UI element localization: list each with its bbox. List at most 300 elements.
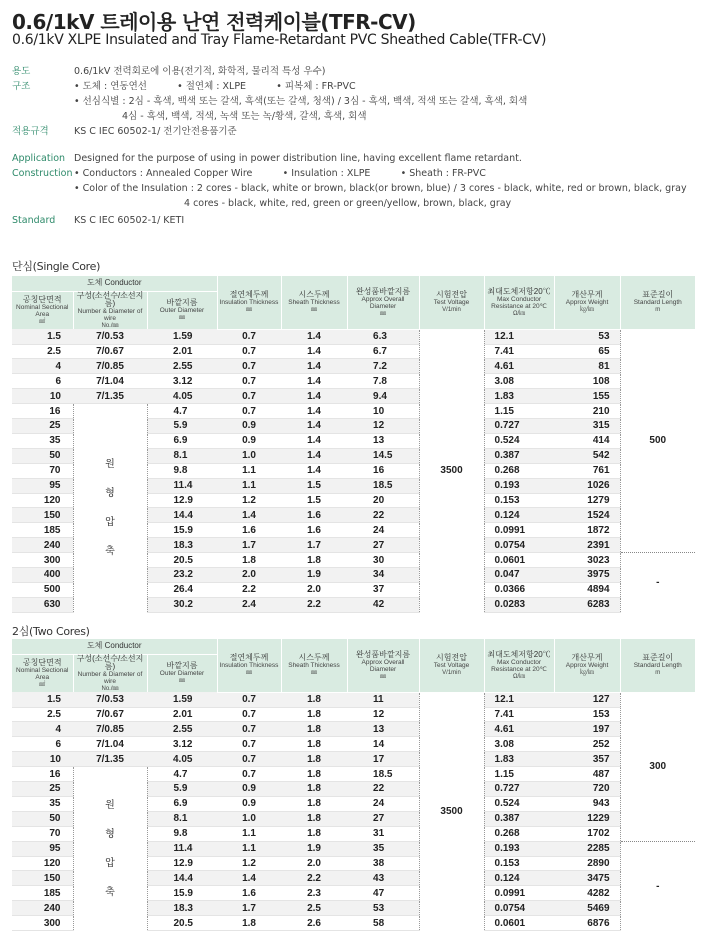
cell-resistance: 0.727 [484, 419, 554, 434]
cell-area: 1.5 [12, 692, 73, 707]
spec-value: • 도체 : 연동연선 • 절연체 : XLPE • 피복체 : FR-PVC [74, 81, 356, 92]
header-length: 표준길이 Standard Length m [620, 276, 695, 329]
cell-area: 50 [12, 811, 73, 826]
cell-weight: 197 [554, 722, 620, 737]
cell-area: 1.5 [12, 329, 73, 344]
cell-weight: 210 [554, 404, 620, 419]
cell-sheath: 2.0 [281, 582, 347, 597]
cell-area: 95 [12, 478, 73, 493]
cell-insulation: 0.9 [217, 433, 281, 448]
cell-area: 120 [12, 856, 73, 871]
cell-wire: 7/1.35 [73, 389, 147, 404]
header-insulation: 절연체두께 Insulation Thickness ㎜ [217, 639, 281, 692]
cell-insulation: 1.0 [217, 448, 281, 463]
cell-resistance: 0.0366 [484, 582, 554, 597]
cell-outer-diameter: 1.59 [147, 692, 217, 707]
cell-weight: 1229 [554, 811, 620, 826]
cell-overall-diameter: 47 [347, 886, 419, 901]
cell-resistance: 0.268 [484, 826, 554, 841]
cell-resistance: 1.83 [484, 752, 554, 767]
cell-overall-diameter: 27 [347, 538, 419, 553]
cell-outer-diameter: 30.2 [147, 597, 217, 612]
cell-outer-diameter: 14.4 [147, 508, 217, 523]
page-subtitle: 0.6/1kV XLPE Insulated and Tray Flame-Retardant PVC Sheathed Cable(TFR-CV) [12, 32, 547, 48]
cell-weight: 1872 [554, 523, 620, 538]
cell-overall-diameter: 22 [347, 508, 419, 523]
cell-area: 6 [12, 374, 73, 389]
table-row [12, 344, 695, 359]
cell-weight: 3023 [554, 553, 620, 568]
cell-insulation: 0.7 [217, 767, 281, 782]
cell-weight: 108 [554, 374, 620, 389]
table-row [12, 692, 695, 707]
cell-sheath: 1.6 [281, 508, 347, 523]
spec-value: 4 cores - black, white, red, green or green/yellow, brown, black, gray [184, 198, 512, 209]
header-area: 공칭단면적 Nominal Sectional Area ㎟ [12, 291, 73, 329]
cell-sheath: 1.8 [281, 722, 347, 737]
cell-resistance: 0.0991 [484, 886, 554, 901]
header-conductor: 도체 Conductor [12, 639, 217, 654]
cell-area: 35 [12, 796, 73, 811]
cell-sheath: 1.8 [281, 553, 347, 568]
cell-sheath: 2.6 [281, 916, 347, 931]
cell-overall-diameter: 9.4 [347, 389, 419, 404]
cell-overall-diameter: 20 [347, 493, 419, 508]
cell-resistance: 7.41 [484, 344, 554, 359]
cell-outer-diameter: 12.9 [147, 856, 217, 871]
cell-insulation: 0.7 [217, 752, 281, 767]
compressed-char: 축 [105, 546, 115, 558]
cell-area: 240 [12, 538, 73, 553]
table-row [12, 722, 695, 737]
spec-table-two-cores [12, 639, 695, 931]
cell-overall-diameter: 14.5 [347, 448, 419, 463]
header-wire: 구성(소선수/소선지름) Number & Diameter of wire No./㎜ [73, 654, 147, 692]
cell-wire: 7/0.53 [73, 329, 147, 344]
cell-sheath: 1.8 [281, 737, 347, 752]
cell-weight: 1524 [554, 508, 620, 523]
cell-area: 300 [12, 916, 73, 931]
cell-outer-diameter: 4.7 [147, 767, 217, 782]
cell-insulation: 1.1 [217, 826, 281, 841]
cell-weight: 542 [554, 448, 620, 463]
header-outer-diameter: 바깥지름 Outer Diameter ㎜ [147, 654, 217, 692]
cell-sheath: 1.4 [281, 419, 347, 434]
cell-wire: 7/0.67 [73, 344, 147, 359]
cell-resistance: 1.15 [484, 404, 554, 419]
cell-sheath: 1.7 [281, 538, 347, 553]
cell-area: 150 [12, 508, 73, 523]
cell-resistance: 0.0991 [484, 523, 554, 538]
table-row [12, 752, 695, 767]
cell-area: 500 [12, 582, 73, 597]
cell-insulation: 1.2 [217, 493, 281, 508]
cell-overall-diameter: 22 [347, 782, 419, 797]
header-conductor: 도체 Conductor [12, 276, 217, 291]
cell-overall-diameter: 13 [347, 433, 419, 448]
cell-resistance: 0.0754 [484, 901, 554, 916]
cell-area: 35 [12, 433, 73, 448]
compressed-char: 압 [105, 857, 115, 869]
cell-insulation: 0.7 [217, 737, 281, 752]
cell-area: 6 [12, 737, 73, 752]
cell-weight: 155 [554, 389, 620, 404]
cell-overall-diameter: 24 [347, 523, 419, 538]
cell-wire: 7/1.04 [73, 374, 147, 389]
cell-wire: 7/1.04 [73, 737, 147, 752]
cell-area: 25 [12, 782, 73, 797]
cell-resistance: 0.193 [484, 478, 554, 493]
table-row [12, 404, 695, 419]
cell-resistance: 7.41 [484, 707, 554, 722]
spec-label: 구조 [12, 81, 31, 92]
cell-insulation: 1.0 [217, 811, 281, 826]
cell-outer-diameter: 4.7 [147, 404, 217, 419]
cell-insulation: 1.6 [217, 886, 281, 901]
spec-label: 용도 [12, 66, 31, 77]
cell-weight: 4282 [554, 886, 620, 901]
cell-overall-diameter: 24 [347, 796, 419, 811]
cell-outer-diameter: 11.4 [147, 841, 217, 856]
cell-weight: 65 [554, 344, 620, 359]
cell-sheath: 1.5 [281, 478, 347, 493]
cell-outer-diameter: 18.3 [147, 901, 217, 916]
cell-weight: 487 [554, 767, 620, 782]
cell-resistance: 1.83 [484, 389, 554, 404]
cell-overall-diameter: 53 [347, 901, 419, 916]
cell-sheath: 1.8 [281, 752, 347, 767]
cell-weight: 2285 [554, 841, 620, 856]
cell-outer-diameter: 18.3 [147, 538, 217, 553]
cell-insulation: 1.1 [217, 478, 281, 493]
spec-value: • 선심식별 : 2심 - 흑색, 백색 또는 갈색, 흑색(또는 갈색, 청색) / 3심 - 흑색, 백색, 적색 또는 갈색, 흑색, 회색 [74, 96, 528, 107]
cell-resistance: 0.387 [484, 811, 554, 826]
cell-sheath: 1.9 [281, 567, 347, 582]
cell-resistance: 0.153 [484, 856, 554, 871]
cell-resistance: 0.124 [484, 508, 554, 523]
spec-label: 적용규격 [12, 126, 49, 137]
cell-sheath: 1.8 [281, 782, 347, 797]
spec-korean [12, 64, 527, 139]
cell-resistance: 12.1 [484, 329, 554, 344]
spec-label: Application [12, 153, 66, 164]
cell-wire: 7/0.53 [73, 692, 147, 707]
cell-area: 150 [12, 871, 73, 886]
cell-weight: 5469 [554, 901, 620, 916]
table-row [12, 767, 695, 782]
cell-insulation: 0.7 [217, 374, 281, 389]
cell-insulation: 2.4 [217, 597, 281, 612]
cell-test-voltage: 3500 [419, 329, 484, 612]
cell-resistance: 0.193 [484, 841, 554, 856]
spec-value: KS C IEC 60502-1/ KETI [74, 215, 185, 226]
table-row [12, 737, 695, 752]
table-row [12, 359, 695, 374]
cell-outer-diameter: 4.05 [147, 752, 217, 767]
table-row [12, 707, 695, 722]
cell-outer-diameter: 4.05 [147, 389, 217, 404]
cell-sheath: 1.4 [281, 329, 347, 344]
cell-area: 4 [12, 722, 73, 737]
cell-outer-diameter: 8.1 [147, 448, 217, 463]
cell-area: 10 [12, 752, 73, 767]
header-test-voltage: 시험전압 Test Voltage V/1min [419, 639, 484, 692]
cell-wire: 7/0.85 [73, 722, 147, 737]
cell-insulation: 1.2 [217, 856, 281, 871]
cell-sheath: 2.0 [281, 856, 347, 871]
cell-insulation: 1.6 [217, 523, 281, 538]
cell-overall-diameter: 18.5 [347, 478, 419, 493]
cell-weight: 2890 [554, 856, 620, 871]
cell-insulation: 1.4 [217, 871, 281, 886]
spec-value: KS C IEC 60502-1/ 전기안전용품기준 [74, 126, 237, 137]
cell-area: 4 [12, 359, 73, 374]
cell-area: 70 [12, 463, 73, 478]
header-resistance: 최대도체저항20℃ Max Conductor Resistance at 20℃ Ω/㎞ [484, 276, 554, 329]
cell-area: 120 [12, 493, 73, 508]
cell-insulation: 2.0 [217, 567, 281, 582]
cell-resistance: 0.124 [484, 871, 554, 886]
cell-weight: 357 [554, 752, 620, 767]
cell-compressed [73, 767, 147, 931]
cell-resistance: 0.524 [484, 433, 554, 448]
cell-sheath: 1.4 [281, 404, 347, 419]
cell-insulation: 0.7 [217, 722, 281, 737]
header-overall-diameter: 완성품바깥지름 Approx Overall Diameter ㎜ [347, 276, 419, 329]
cell-length: - [620, 553, 695, 613]
cell-weight: 414 [554, 433, 620, 448]
cell-insulation: 0.9 [217, 419, 281, 434]
cell-weight: 1026 [554, 478, 620, 493]
header-outer-diameter: 바깥지름 Outer Diameter ㎜ [147, 291, 217, 329]
spec-value: 4심 - 흑색, 백색, 적색, 녹색 또는 녹/황색, 갈색, 흑색, 회색 [122, 111, 367, 122]
table-row [12, 374, 695, 389]
cell-area: 240 [12, 901, 73, 916]
cell-area: 2.5 [12, 344, 73, 359]
cell-outer-diameter: 20.5 [147, 553, 217, 568]
cell-weight: 53 [554, 329, 620, 344]
cell-insulation: 0.9 [217, 796, 281, 811]
header-weight: 개산무게 Approx Weight ㎏/㎞ [554, 276, 620, 329]
cell-area: 185 [12, 886, 73, 901]
cell-resistance: 0.0754 [484, 538, 554, 553]
cell-outer-diameter: 6.9 [147, 433, 217, 448]
cell-outer-diameter: 2.55 [147, 722, 217, 737]
cell-resistance: 0.268 [484, 463, 554, 478]
cell-overall-diameter: 58 [347, 916, 419, 931]
header-resistance: 최대도체저항20℃ Max Conductor Resistance at 20℃ Ω/㎞ [484, 639, 554, 692]
cell-overall-diameter: 18.5 [347, 767, 419, 782]
cell-overall-diameter: 12 [347, 707, 419, 722]
cell-outer-diameter: 15.9 [147, 523, 217, 538]
cell-outer-diameter: 26.4 [147, 582, 217, 597]
cell-outer-diameter: 3.12 [147, 374, 217, 389]
cell-overall-diameter: 30 [347, 553, 419, 568]
spec-label: Construction [12, 168, 73, 179]
cell-area: 95 [12, 841, 73, 856]
cell-overall-diameter: 11 [347, 692, 419, 707]
header-test-voltage: 시험전압 Test Voltage V/1min [419, 276, 484, 329]
cell-sheath: 1.4 [281, 389, 347, 404]
cell-outer-diameter: 2.01 [147, 344, 217, 359]
cell-insulation: 1.4 [217, 508, 281, 523]
header-area: 공칭단면적 Nominal Sectional Area ㎟ [12, 654, 73, 692]
spec-value: Designed for the purpose of using in power distribution line, having excellent flame retardant. [74, 153, 522, 164]
cell-wire: 7/0.67 [73, 707, 147, 722]
cell-weight: 6876 [554, 916, 620, 931]
cell-resistance: 0.524 [484, 796, 554, 811]
cell-resistance: 0.387 [484, 448, 554, 463]
cell-area: 185 [12, 523, 73, 538]
cell-insulation: 1.8 [217, 553, 281, 568]
header-overall-diameter: 완성품바깥지름 Approx Overall Diameter ㎜ [347, 639, 419, 692]
cell-resistance: 12.1 [484, 692, 554, 707]
cell-resistance: 3.08 [484, 737, 554, 752]
cell-insulation: 0.7 [217, 359, 281, 374]
cell-weight: 720 [554, 782, 620, 797]
section-title-single: 단심(Single Core) [12, 260, 101, 273]
compressed-char: 형 [105, 828, 115, 840]
cell-resistance: 0.0283 [484, 597, 554, 612]
header-sheath: 시스두께 Sheath Thickness ㎜ [281, 276, 347, 329]
cell-sheath: 1.4 [281, 374, 347, 389]
cell-test-voltage: 3500 [419, 692, 484, 930]
cell-resistance: 0.727 [484, 782, 554, 797]
cell-sheath: 1.8 [281, 811, 347, 826]
cell-outer-diameter: 14.4 [147, 871, 217, 886]
cell-area: 10 [12, 389, 73, 404]
cell-outer-diameter: 5.9 [147, 419, 217, 434]
cell-weight: 153 [554, 707, 620, 722]
cell-resistance: 0.0601 [484, 916, 554, 931]
cell-weight: 1279 [554, 493, 620, 508]
cell-outer-diameter: 6.9 [147, 796, 217, 811]
cell-outer-diameter: 9.8 [147, 826, 217, 841]
cell-area: 16 [12, 767, 73, 782]
cell-overall-diameter: 42 [347, 597, 419, 612]
cell-overall-diameter: 14 [347, 737, 419, 752]
cell-insulation: 1.1 [217, 841, 281, 856]
cell-insulation: 0.7 [217, 692, 281, 707]
cell-area: 50 [12, 448, 73, 463]
cell-sheath: 1.4 [281, 359, 347, 374]
compressed-char: 축 [105, 886, 115, 898]
cell-overall-diameter: 6.7 [347, 344, 419, 359]
cell-weight: 81 [554, 359, 620, 374]
cell-sheath: 1.6 [281, 523, 347, 538]
cell-sheath: 1.4 [281, 448, 347, 463]
cell-sheath: 1.8 [281, 692, 347, 707]
cell-overall-diameter: 6.3 [347, 329, 419, 344]
cell-sheath: 1.8 [281, 796, 347, 811]
page-title: 0.6/1kV 트레이용 난연 전력케이블(TFR-CV) [12, 10, 416, 34]
spec-value: 0.6/1kV 전력회로에 이용(전기적, 화학적, 물리적 특성 우수) [74, 66, 326, 77]
cell-outer-diameter: 20.5 [147, 916, 217, 931]
cell-resistance: 0.0601 [484, 553, 554, 568]
cell-outer-diameter: 8.1 [147, 811, 217, 826]
cell-wire: 7/1.35 [73, 752, 147, 767]
cell-insulation: 0.7 [217, 329, 281, 344]
cell-insulation: 0.7 [217, 389, 281, 404]
cell-length: - [620, 841, 695, 930]
cell-sheath: 1.8 [281, 707, 347, 722]
compressed-char: 형 [105, 488, 115, 500]
cell-insulation: 1.7 [217, 901, 281, 916]
compressed-char: 압 [105, 517, 115, 529]
cell-resistance: 4.61 [484, 359, 554, 374]
cell-weight: 761 [554, 463, 620, 478]
compressed-char: 원 [105, 799, 115, 811]
cell-insulation: 0.9 [217, 782, 281, 797]
cell-overall-diameter: 17 [347, 752, 419, 767]
cell-sheath: 1.5 [281, 493, 347, 508]
cell-outer-diameter: 3.12 [147, 737, 217, 752]
header-sheath: 시스두께 Sheath Thickness ㎜ [281, 639, 347, 692]
compressed-char: 원 [105, 459, 115, 471]
cell-overall-diameter: 7.2 [347, 359, 419, 374]
cell-outer-diameter: 15.9 [147, 886, 217, 901]
cell-overall-diameter: 35 [347, 841, 419, 856]
cell-sheath: 1.8 [281, 826, 347, 841]
cell-weight: 1702 [554, 826, 620, 841]
header-wire: 구성(소선수/소선지름) Number & Diameter of wire No./㎜ [73, 291, 147, 329]
spec-value: • Conductors : Annealed Copper Wire • Insulation : XLPE • Sheath : FR-PVC [74, 168, 486, 179]
cell-insulation: 0.7 [217, 404, 281, 419]
cell-outer-diameter: 1.59 [147, 329, 217, 344]
cell-sheath: 2.5 [281, 901, 347, 916]
cell-weight: 252 [554, 737, 620, 752]
cell-weight: 6283 [554, 597, 620, 612]
cell-resistance: 0.153 [484, 493, 554, 508]
cell-outer-diameter: 12.9 [147, 493, 217, 508]
cell-insulation: 1.8 [217, 916, 281, 931]
spec-label: Standard [12, 215, 56, 226]
cell-weight: 943 [554, 796, 620, 811]
cell-outer-diameter: 9.8 [147, 463, 217, 478]
cell-area: 300 [12, 553, 73, 568]
cell-compressed [73, 404, 147, 612]
cell-overall-diameter: 12 [347, 419, 419, 434]
cell-weight: 3475 [554, 871, 620, 886]
cell-insulation: 1.7 [217, 538, 281, 553]
header-insulation: 절연체두께 Insulation Thickness ㎜ [217, 276, 281, 329]
cell-sheath: 1.9 [281, 841, 347, 856]
cell-sheath: 1.4 [281, 344, 347, 359]
cell-insulation: 2.2 [217, 582, 281, 597]
cell-sheath: 2.2 [281, 597, 347, 612]
cell-sheath: 1.4 [281, 433, 347, 448]
cell-area: 16 [12, 404, 73, 419]
cell-sheath: 1.4 [281, 463, 347, 478]
cell-resistance: 1.15 [484, 767, 554, 782]
cell-resistance: 4.61 [484, 722, 554, 737]
cell-area: 400 [12, 567, 73, 582]
cell-sheath: 2.3 [281, 886, 347, 901]
cell-outer-diameter: 5.9 [147, 782, 217, 797]
cell-overall-diameter: 27 [347, 811, 419, 826]
table-row [12, 389, 695, 404]
cell-overall-diameter: 10 [347, 404, 419, 419]
cell-area: 2.5 [12, 707, 73, 722]
cell-area: 630 [12, 597, 73, 612]
spec-english [12, 151, 687, 228]
cell-overall-diameter: 7.8 [347, 374, 419, 389]
cell-outer-diameter: 23.2 [147, 567, 217, 582]
cell-overall-diameter: 37 [347, 582, 419, 597]
cell-length: 300 [620, 692, 695, 841]
spec-table-single-core [12, 276, 695, 613]
header-weight: 개산무게 Approx Weight ㎏/㎞ [554, 639, 620, 692]
